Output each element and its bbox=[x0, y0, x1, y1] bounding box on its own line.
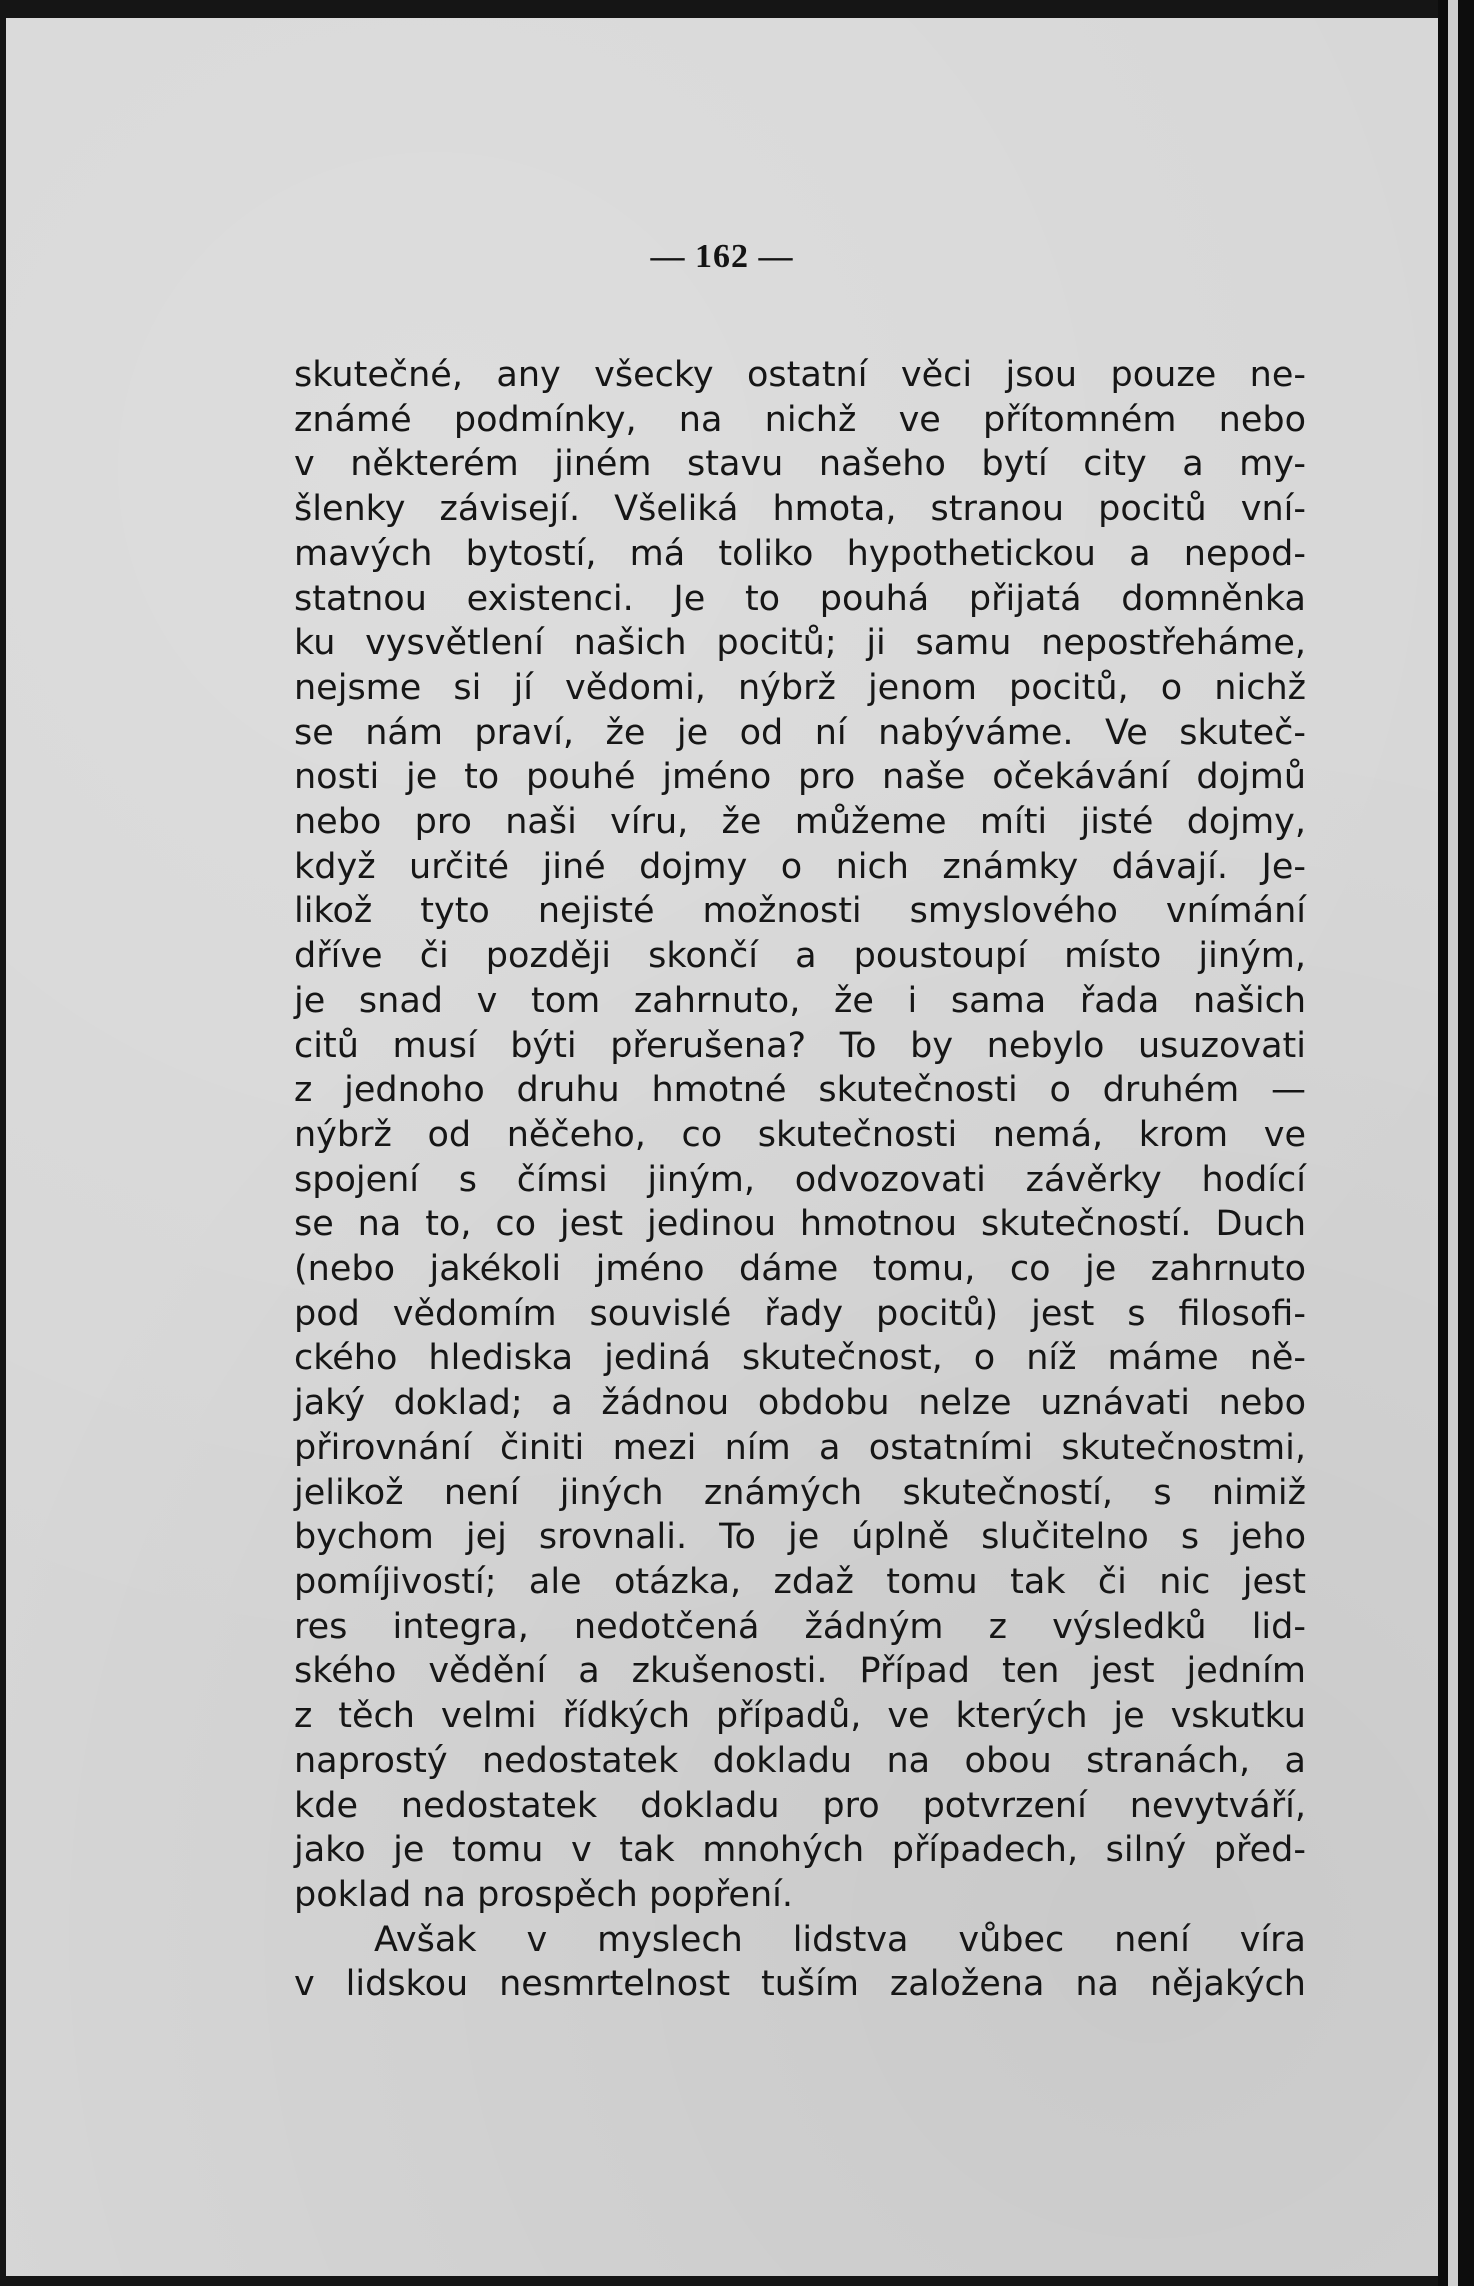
text-line: pod vědomím souvislé řady pocitů) jest s filosofi- bbox=[294, 1293, 1306, 1334]
text-line: nýbrž od něčeho, co skutečnosti nemá, krom ve bbox=[294, 1114, 1306, 1155]
text-line: statnou existenci. Je to pouhá přijatá domněnka bbox=[294, 578, 1306, 619]
text-line: z jednoho druhu hmotné skutečnosti o druhém — bbox=[294, 1070, 1306, 1111]
text-line: nebo pro naši víru, že můžeme míti jisté dojmy, bbox=[294, 802, 1306, 843]
text-line: bychom jej srovnali. To je úplně slučitelno s jeho bbox=[294, 1517, 1306, 1558]
text-line: (nebo jakékoli jméno dáme tomu, co je zahrnuto bbox=[294, 1249, 1306, 1290]
text-line: Avšak v myslech lidstva vůbec není víra bbox=[374, 1919, 1306, 1960]
text-line: šlenky závisejí. Všeliká hmota, stranou pocitů vní- bbox=[294, 489, 1306, 530]
text-line: kde nedostatek dokladu pro potvrzení nevytváří, bbox=[294, 1785, 1306, 1826]
paper-sheet bbox=[6, 18, 1438, 2276]
text-line: nosti je to pouhé jméno pro naše očekávání dojmů bbox=[294, 757, 1306, 798]
text-line: když určité jiné dojmy o nich známky dávají. Je- bbox=[294, 846, 1306, 887]
text-line: z těch velmi řídkých případů, ve kterých je vskutku bbox=[294, 1696, 1306, 1737]
text-line: v některém jiném stavu našeho bytí city a my- bbox=[294, 444, 1306, 485]
text-line: naprostý nedostatek dokladu na obou stranách, a bbox=[294, 1740, 1306, 1781]
page-number: — 162 — bbox=[650, 238, 794, 275]
text-line: citů musí býti přerušena? To by nebylo usuzovati bbox=[294, 1025, 1306, 1066]
body-text bbox=[294, 353, 1306, 2007]
text-line: res integra, nedotčená žádným z výsledků lid- bbox=[294, 1606, 1306, 1647]
text-line: ku vysvětlení našich pocitů; ji samu nepostřeháme, bbox=[294, 623, 1306, 664]
text-line: poklad na prospěch popření. bbox=[294, 1874, 793, 1915]
text-line: likož tyto nejisté možnosti smyslového vnímání bbox=[294, 891, 1306, 932]
text-line: nejsme si jí vědomi, nýbrž jenom pocitů, o nichž bbox=[294, 667, 1306, 708]
text-line: se nám praví, že je od ní nabýváme. Ve skuteč- bbox=[294, 712, 1306, 753]
text-line: dříve či později skončí a poustoupí místo jiným, bbox=[294, 936, 1306, 977]
text-line: v lidskou nesmrtelnost tuším založena na nějakých bbox=[294, 1964, 1306, 2005]
text-line: se na to, co jest jedinou hmotnou skutečností. Duch bbox=[294, 1204, 1306, 1245]
text-line: jelikož není jiných známých skutečností, s nimiž bbox=[294, 1472, 1306, 1513]
text-line: ského vědění a zkušenosti. Případ ten jest jedním bbox=[294, 1651, 1306, 1692]
text-line: přirovnání činiti mezi ním a ostatními skutečnostmi, bbox=[294, 1427, 1306, 1468]
text-line: ckého hlediska jediná skutečnost, o níž máme ně- bbox=[294, 1338, 1306, 1379]
text-line: skutečné, any všecky ostatní věci jsou pouze ne- bbox=[294, 355, 1306, 395]
text-line: známé podmínky, na nichž ve přítomném nebo bbox=[294, 399, 1306, 440]
text-line: jaký doklad; a žádnou obdobu nelze uznávati nebo bbox=[294, 1383, 1306, 1424]
text-line: mavých bytostí, má toliko hypothetickou a nepod- bbox=[294, 533, 1306, 574]
adjacent-page-edge bbox=[1448, 0, 1458, 2286]
scan-edge-strip bbox=[1438, 0, 1474, 2286]
text-line: pomíjivostí; ale otázka, zdaž tomu tak či nic jest bbox=[294, 1561, 1306, 1602]
text-line: jako je tomu v tak mnohých případech, silný před- bbox=[294, 1830, 1306, 1871]
text-line: je snad v tom zahrnuto, že i sama řada našich bbox=[294, 980, 1306, 1021]
text-line: spojení s čímsi jiným, odvozovati závěrky hodící bbox=[294, 1159, 1306, 1200]
